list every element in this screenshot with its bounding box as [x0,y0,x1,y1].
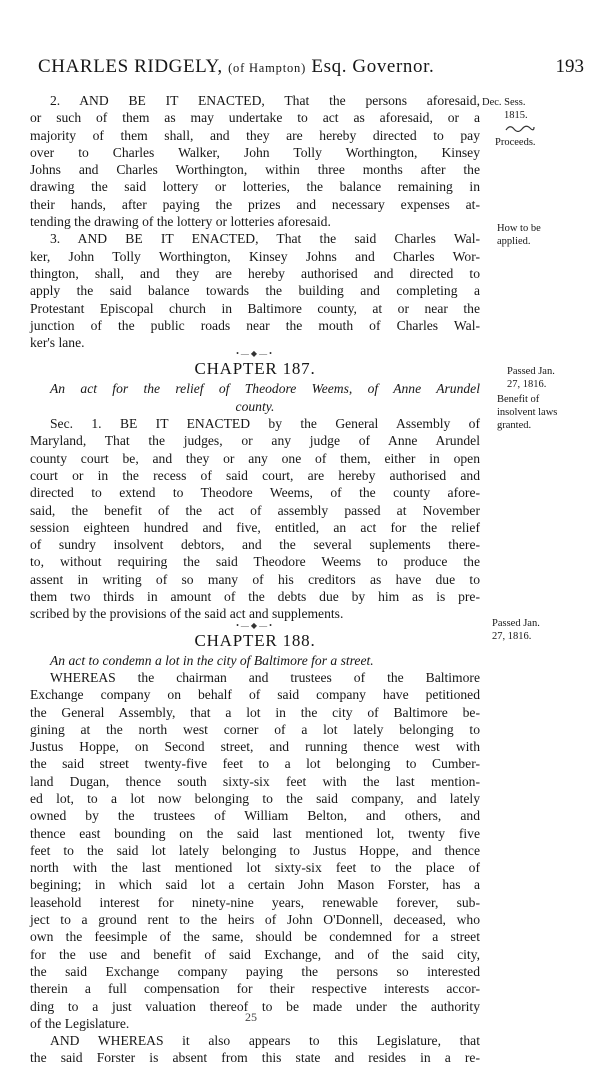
text-line: the said Forster is absent from this state and resides in a re- [30,1050,480,1066]
text-line: of sundry insolvent debtors, and the several suplements there- [30,537,480,553]
text-line: drawing the said lottery or lotteries, the balance remaining in [30,179,480,195]
text-line: thington, shall, and they are hereby authorised and directed to [30,265,480,281]
margin-note-proceeds [495,136,600,149]
text-line: Justus Hoppe, on Second street, and running thence west with [30,739,480,755]
text-line: said, the benefit of the act of assembly passed at November [30,502,480,518]
margin-line: How to be [497,223,541,234]
text-line: thence east bounding on the said last mentioned lot, twenty five [30,825,480,841]
text-line: to, without requiring the said Theodore Weems to produce the [30,554,480,570]
chapter-187-subtitle-end: county. [235,398,275,414]
chapter-188-heading: CHAPTER 188. [194,630,316,650]
text-line: Exchange company on behalf of said company have petitioned [30,687,480,703]
section-3 [30,230,480,351]
header-title-paren: (of Hampton) [228,61,307,75]
text-line: majority of them shall, and they are hereby directed to pay [30,127,480,143]
chapter-188-text [30,669,480,1067]
text-line: for the use and benefit of said Exchange, and of the said city, [30,946,480,962]
text-line: Protestant Episcopal church in Baltimore county, at or near the [30,300,480,316]
text-line: apply the said balance towards the building and completing a [30,283,480,299]
margin-line: 27, 1816. [507,379,547,390]
margin-note-session [482,96,592,122]
margin-line: insolvent laws [497,407,558,418]
margin-note-ch187-passed [507,365,600,391]
margin-line: applied. [497,236,531,247]
text-line: them two thirds in amount of the debts due by him as is pre- [30,589,480,605]
text-line: leasehold interest for ninety-nine years, renewable forever, sub- [30,894,480,910]
text-line: over to Charles Walker, John Tolly Worthington, Kinsey [30,144,480,160]
text-line: county court be, and they or any one of them, either in open [30,450,480,466]
text-line: Johns and Charles Worthington, within three months after the [30,162,480,178]
header-title-tail: Esq. Governor. [311,56,435,77]
text-line: north with the last mentioned lot sixty-six feet to the place of [30,860,480,876]
text-line: Maryland, That the judges, or any judge of Anne Arundel [30,433,480,449]
text-line: or such of them as may undertake to act as aforesaid, or a [30,110,480,126]
section-2 [30,92,480,230]
header-title [38,56,434,78]
text-line: land Dugan, thence south sixty-six feet with the last mention- [30,773,480,789]
margin-line: Passed Jan. [507,366,555,377]
margin-line: 1815. [504,110,528,121]
margin-line: Dec. Sess. [482,97,526,108]
margin-line: Benefit of [497,394,540,405]
chapter-187-text [30,415,480,623]
text-line: the said street twenty-five feet to a lot belonging to Cumber- [30,756,480,772]
ornament-divider: •—◆—• [236,349,274,359]
text-line: their hands, after paying the prizes and necessary expenses at- [30,196,480,212]
text-line: AND WHEREAS it also appears to this Legislature, that [50,1033,480,1049]
main-text [30,92,480,1067]
margin-note-how-applied [497,222,600,248]
text-line: session eighteen hundred and five, entitled, an act for the relief [30,519,480,535]
header-title-main: CHARLES RIDGELY, [38,56,223,77]
text-line: therein a full compensation for their respective interests accor- [30,981,480,997]
signature-mark: 25 [245,1010,257,1024]
text-line: 2. AND BE IT ENACTED, That the persons aforesaid, [50,93,480,108]
text-line: ker's lane. [30,335,85,351]
margin-note-ch188-passed [492,617,600,643]
margin-line: Proceeds. [495,137,536,148]
chapter-188-subtitle: An act to condemn a lot in the city of Baltimore for a street. [50,652,374,668]
text-line: scribed by the provisions of the said act and supplements. [30,606,344,622]
text-line: ker, John Tolly Worthington, Kinsey Johns and Charles Wor- [30,248,480,264]
text-line: the said Exchange company paying the persons so interested [30,963,480,979]
ornament-divider: •—◆—• [236,620,274,630]
text-line: begining; in which said lot a certain John Mason Forster, has a [30,877,480,893]
page-number: 193 [555,56,584,77]
text-line: 3. AND BE IT ENACTED, That the said Charles Wal- [50,231,480,247]
text-line: the General Assembly, that a lot in the city of Baltimore be- [30,704,480,720]
text-line: court or in the recess of said court, are hereby authorised and [30,467,480,483]
text-line: tending the drawing of the lottery or lotteries aforesaid. [30,214,331,230]
text-line: WHEREAS the chairman and trustees of the Baltimore [50,669,480,685]
text-line: own the feesimple of the same, should be condemned for a street [30,929,480,945]
text-line: junction of the public roads near the mouth of Charles Wal- [30,317,480,333]
margin-line: 27, 1816. [492,631,532,642]
margin-line: Passed Jan. [492,618,540,629]
text-line: Sec. 1. BE IT ENACTED by the General Assembly of [50,416,480,432]
margin-line: granted. [497,420,532,431]
chapter-187-subtitle: An act for the relief of Theodore Weems, of Anne Arundel [50,381,480,397]
running-header [18,54,584,84]
text-line: feet to the said lot lately belonging to Justus Hoppe, and thence [30,842,480,858]
ornament-squiggle-icon [505,124,535,132]
margin-note-ch187-benefit [497,393,600,432]
text-line: ject to a ground rent to the heirs of John O'Donnell, deceased, who [30,912,480,928]
text-line: ding to a just valuation thereof to be made under the authority [30,998,480,1014]
text-line: gining at the north west corner of a lot lately belonging to [30,721,480,737]
text-line: of the Legislature. [30,1015,130,1031]
chapter-187-heading: CHAPTER 187. [194,359,316,379]
text-line: owned by the trustees of William Belton, and others, and [30,808,480,824]
text-line: directed to extend to Theodore Weems, of the county afore- [30,485,480,501]
text-line: assent in writing of so many of his creditors as have due to [30,571,480,587]
text-line: ed lot, to a lot now belonging to the said company, and lately [30,790,480,806]
